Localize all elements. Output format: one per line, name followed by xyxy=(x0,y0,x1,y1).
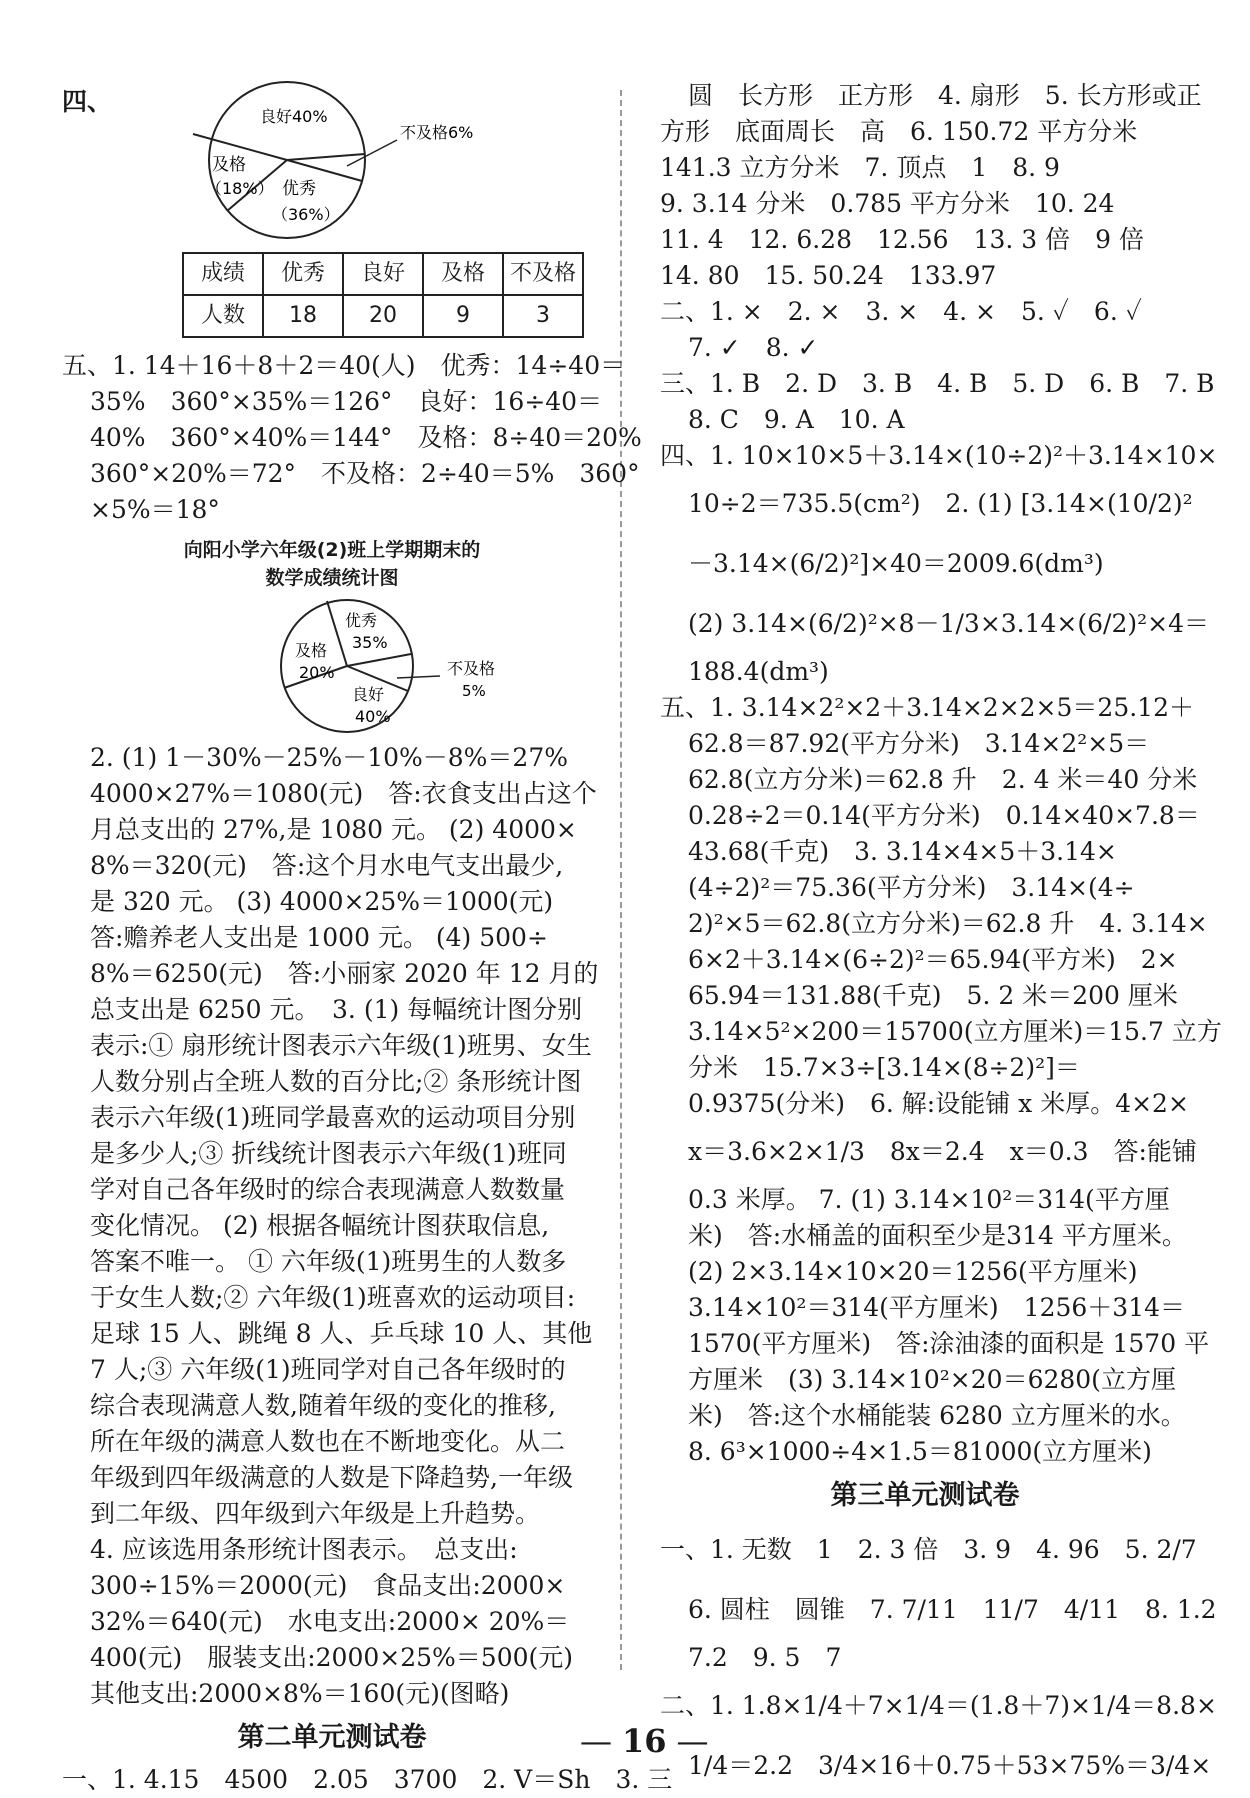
table-cell: 人数 xyxy=(183,295,263,337)
text-line: 月总支出的 27%,是 1080 元。 (2) 4000× xyxy=(90,815,577,844)
chart-2-title-line: 向阳小学六年级(2)班上学期期末的 xyxy=(183,539,481,561)
text-line: 五、1. 3.14×2²×2＋3.14×2×2×5＝25.12＋ xyxy=(660,693,1194,722)
text-line: 65.94＝131.88(千克) 5. 2 米＝200 厘米 xyxy=(688,981,1178,1010)
text-line: 于女生人数;② 六年级(1)班喜欢的运动项目: xyxy=(90,1283,576,1312)
text-line: 141.3 立方分米 7. 顶点 1 8. 9 xyxy=(660,153,1060,182)
table-cell: 及格 xyxy=(423,253,503,295)
text-line: 6×2＋3.14×(6÷2)²＝65.94(平方米) 2× xyxy=(688,945,1178,974)
text-line: (4÷2)²＝75.36(平方分米) 3.14×(4÷ xyxy=(688,873,1135,902)
text-line: 圆 长方形 正方形 4. 扇形 5. 长方形或正 xyxy=(688,81,1202,110)
text-line: 答:赡养老人支出是 1000 元。 (4) 500÷ xyxy=(90,923,548,952)
text-line: 0.3 米厚。 7. (1) 3.14×10²＝314(平方厘 xyxy=(688,1185,1170,1214)
text-line: (2) 3.14×(6/2)²×8－1/3×3.14×(6/2)²×4＝ xyxy=(688,609,1209,638)
answers-block-a xyxy=(660,78,1218,690)
table-cell: 18 xyxy=(263,295,343,337)
text-line: 8%＝6250(元) 答:小丽家 2020 年 12 月的 xyxy=(90,959,599,988)
text-line: (2) 2×3.14×10×20＝1256(平方厘米) xyxy=(688,1257,1138,1286)
table-cell: 成绩 xyxy=(183,253,263,295)
pie-2-label-good: 良好 xyxy=(352,685,385,704)
table-row xyxy=(183,295,583,337)
text-line: 1/4＝2.2 3/4×16＋0.75＋53×75%＝3/4× xyxy=(688,1751,1212,1780)
unit-3-answers xyxy=(660,1520,1217,1796)
text-line: 分米 15.7×3÷[3.14×(8÷2)²]＝ xyxy=(688,1053,1080,1082)
text-line: 表示六年级(1)班同学最喜欢的运动项目分别 xyxy=(90,1103,576,1132)
text-line: 6. 圆柱 圆锥 7. 7/11 11/7 4/11 8. 1.2 xyxy=(688,1595,1217,1624)
text-line: 学对自己各年级时的综合表现满意人数数量 xyxy=(90,1175,566,1204)
text-line: 4. 应该选用条形统计图表示。 总支出: xyxy=(90,1535,518,1564)
text-line: 答案不唯一。 ① 六年级(1)班男生的人数多 xyxy=(90,1247,567,1276)
text-line: 三、1. B 2. D 3. B 4. B 5. D 6. B 7. B xyxy=(660,369,1215,398)
unit-3-heading: 第三单元测试卷 xyxy=(830,1480,1020,1511)
text-line: 0.9375(分米) 6. 解:设能铺 x 米厚。4×2× xyxy=(688,1089,1189,1118)
text-line: 一、1. 4.15 4500 2.05 3700 2. V＝Sh 3. 三 xyxy=(62,1765,673,1794)
column-divider xyxy=(620,90,622,1670)
left-column xyxy=(62,78,673,1798)
text-line: 4000×27%＝1080(元) 答:衣食支出占这个 xyxy=(90,779,597,808)
text-line: 188.4(dm³) xyxy=(688,657,829,686)
text-line: 所在年级的满意人数也在不断地变化。从二 xyxy=(90,1427,566,1456)
pie-chart-2 xyxy=(62,596,602,736)
pie-1-divider xyxy=(287,160,362,181)
text-line: ×5%＝18° xyxy=(90,495,220,524)
pie-1-label-fail: 不及格6% xyxy=(400,123,474,142)
answers-block-b xyxy=(660,690,1222,1470)
text-line: 360°×20%＝72° 不及格：2÷40＝5% 360° xyxy=(90,459,640,488)
text-line: 二、1. 1.8×1/4＋7×1/4＝(1.8＋7)×1/4＝8.8× xyxy=(660,1691,1217,1720)
table-cell: 20 xyxy=(343,295,423,337)
text-line: 35% 360°×35%＝126° 良好：16÷40＝ xyxy=(90,387,603,416)
pie-1-label-excellent: 优秀 xyxy=(282,179,316,199)
chart-2-title-line: 数学成绩统计图 xyxy=(265,567,399,589)
text-line: 人数分别占全班人数的百分比;② 条形统计图 xyxy=(90,1067,582,1096)
text-line: 是多少人;③ 折线统计图表示六年级(1)班同 xyxy=(90,1139,567,1168)
text-line: 五、1. 14＋16＋8＋2＝40(人) 优秀：14÷40＝ xyxy=(62,351,626,380)
section-5-text xyxy=(62,348,642,528)
section-4-label: 四、 xyxy=(62,87,113,116)
text-line: 9. 3.14 分米 0.785 平方分米 10. 24 xyxy=(660,189,1115,218)
text-line: 其他支出:2000×8%＝160(元)(图略) xyxy=(90,1679,510,1708)
text-line: x＝3.6×2×1/3 8x＝2.4 x＝0.3 答:能铺 xyxy=(688,1137,1197,1166)
text-line: 米) 答:水桶盖的面积至少是314 平方厘米。 xyxy=(688,1221,1187,1250)
text-line: 40% 360°×40%＝144° 及格：8÷40＝20% xyxy=(90,423,642,452)
text-line: 2)²×5＝62.8(立方分米)＝62.8 升 4. 3.14× xyxy=(688,909,1208,938)
text-line: 7.2 9. 5 7 xyxy=(688,1643,842,1672)
pie-2-label-good-pct: 40% xyxy=(355,707,391,726)
text-line: 变化情况。 (2) 根据各幅统计图获取信息, xyxy=(90,1211,550,1240)
pie-2-label-excellent: 优秀 xyxy=(345,611,378,630)
text-line: 一、1. 无数 1 2. 3 倍 3. 9 4. 96 5. 2/7 xyxy=(660,1535,1197,1564)
text-line: 11. 4 12. 6.28 12.56 13. 3 倍 9 倍 xyxy=(660,225,1144,254)
text-line: 年级到四年级满意的人数是下降趋势,一年级 xyxy=(90,1463,573,1492)
pie-2-label-pass: 及格 xyxy=(295,641,328,660)
pie-chart-1 xyxy=(172,78,572,246)
text-line: 四、1. 10×10×5＋3.14×(10÷2)²＋3.14×10× xyxy=(660,441,1218,470)
text-line: 是 320 元。 (3) 4000×25%＝1000(元) xyxy=(90,887,554,916)
text-line: 3.14×10²＝314(平方厘米) 1256＋314＝ xyxy=(688,1293,1186,1322)
pie-2-leader xyxy=(397,676,440,678)
pie-2-label-excellent-pct: 35% xyxy=(352,633,388,652)
page-number: — 16 — xyxy=(580,1722,709,1760)
table-row xyxy=(183,253,583,295)
pie-1-label-good: 良好40% xyxy=(260,107,328,126)
page-number-value: 16 xyxy=(622,1722,667,1760)
text-line: 7. ✓ 8. ✓ xyxy=(688,333,819,362)
table-cell: 不及格 xyxy=(503,253,583,295)
pie-2-divider xyxy=(327,601,347,666)
text-line: 43.68(千克) 3. 3.14×4×5＋3.14× xyxy=(688,837,1117,866)
text-line: 到二年级、四年级到六年级是上升趋势。 xyxy=(90,1499,541,1528)
table-cell: 良好 xyxy=(343,253,423,295)
text-line: 3.14×5²×200＝15700(立方厘米)＝15.7 立方 xyxy=(688,1017,1222,1046)
text-line: 总支出是 6250 元。 3. (1) 每幅统计图分别 xyxy=(90,995,583,1024)
pie-2-divider xyxy=(347,654,411,666)
pie-2-label-pass-pct: 20% xyxy=(299,663,335,682)
pie-1-label-excellent-pct: （36%） xyxy=(272,205,340,224)
text-line: 表示:① 扇形统计图表示六年级(1)班男、女生 xyxy=(90,1031,592,1060)
text-line: 2. (1) 1－30%－25%－10%－8%＝27% xyxy=(90,743,568,772)
text-line: 62.8＝87.92(平方分米) 3.14×2²×5＝ xyxy=(688,729,1150,758)
pie-1-label-pass: 及格 xyxy=(212,155,246,175)
text-line: －3.14×(6/2)²]×40＝2009.6(dm³) xyxy=(688,549,1104,578)
text-line: 综合表现满意人数,随着年级的变化的推移, xyxy=(90,1391,556,1420)
answers-paragraph xyxy=(62,740,602,1712)
table-cell: 3 xyxy=(503,295,583,337)
pie-1-label-pass-pct: （18%） xyxy=(206,179,274,198)
text-line: 400(元) 服装支出:2000×25%＝500(元) xyxy=(90,1643,574,1672)
text-line: 7 人;③ 六年级(1)班同学对自己各年级时的 xyxy=(90,1355,566,1384)
text-line: 14. 80 15. 50.24 133.97 xyxy=(660,261,997,290)
text-line: 300÷15%＝2000(元) 食品支出:2000× xyxy=(90,1571,566,1600)
text-line: 1570(平方厘米) 答:涂油漆的面积是 1570 平 xyxy=(688,1329,1210,1358)
text-line: 0.28÷2＝0.14(平方分米) 0.14×40×7.8＝ xyxy=(688,801,1200,830)
text-line: 8. C 9. A 10. A xyxy=(688,405,905,434)
text-line: 米) 答:这个水桶能装 6280 立方厘米的水。 xyxy=(688,1401,1186,1430)
table-cell: 优秀 xyxy=(263,253,343,295)
pie-2-label-fail: 不及格 xyxy=(447,659,496,678)
text-line: 二、1. × 2. × 3. × 4. × 5. ✓ 6. ✓ xyxy=(660,297,1142,326)
text-line: 方形 底面周长 高 6. 150.72 平方分米 xyxy=(660,117,1138,146)
text-line: 62.8(立方分米)＝62.8 升 2. 4 米＝40 分米 xyxy=(688,765,1198,794)
table-cell: 9 xyxy=(423,295,503,337)
pie-chart-1-area xyxy=(62,78,602,246)
grades-table xyxy=(182,252,584,338)
text-line: 8%＝320(元) 答:这个月水电气支出最少, xyxy=(90,851,564,880)
text-line: 10÷2＝735.5(cm²) 2. (1) [3.14×(10/2)² xyxy=(688,489,1193,518)
pie-1-divider xyxy=(287,154,365,160)
text-line: 8. 6³×1000÷4×1.5＝81000(立方厘米) xyxy=(688,1437,1152,1466)
text-line: 方厘米 (3) 3.14×10²×20＝6280(立方厘 xyxy=(688,1365,1176,1394)
unit-2-heading: 第二单元测试卷 xyxy=(237,1722,427,1753)
text-line: 32%＝640(元) 水电支出:2000× 20%＝ xyxy=(90,1607,570,1636)
text-line: 足球 15 人、跳绳 8 人、乒乓球 10 人、其他 xyxy=(90,1319,593,1348)
right-column xyxy=(660,78,1222,1796)
pie-2-label-fail-pct: 5% xyxy=(462,682,486,700)
pie-1-leader xyxy=(347,140,397,166)
chart-2-title xyxy=(62,536,602,592)
